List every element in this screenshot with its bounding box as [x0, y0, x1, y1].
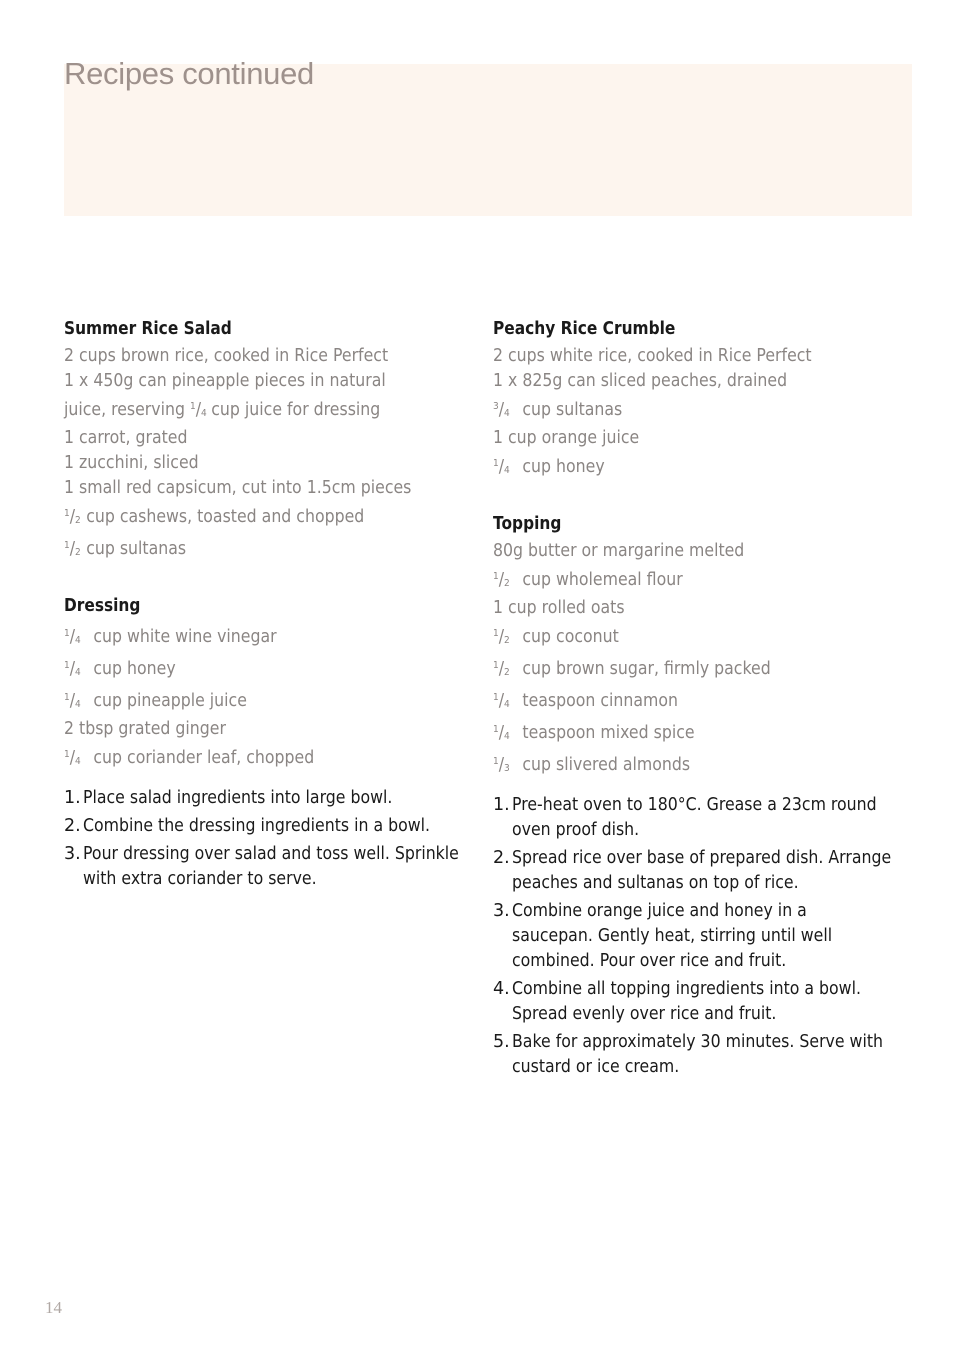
ingredient-item: 1/2 cup brown sugar, firmly packed	[493, 659, 771, 679]
fraction: 1/4	[189, 400, 207, 420]
recipe-title: Peachy Rice Crumble	[493, 319, 676, 339]
fraction: 3/4	[493, 400, 510, 420]
ingredient-item: 2 cups brown rice, cooked in Rice Perfect	[64, 346, 389, 366]
dressing-title: Dressing	[64, 596, 141, 616]
ingredient-item: 1/4 teaspoon mixed spice	[493, 723, 695, 743]
method-step	[493, 793, 893, 843]
ingredient-item: 1/2 cup cashews, toasted and chopped	[64, 507, 365, 527]
ingredient-item: 1 small red capsicum, cut into 1.5cm pieces	[64, 478, 412, 498]
method-steps	[493, 793, 893, 1080]
method-step	[64, 814, 464, 839]
ingredient-item: juice, reserving 1/4 cup juice for dressing	[64, 400, 381, 420]
dressing-list	[64, 621, 464, 774]
step-number: 1.	[493, 795, 510, 815]
page-title: Recipes continued	[64, 56, 314, 91]
method-step	[493, 1030, 893, 1080]
ingredient-item: 1/4 cup coriander leaf, chopped	[64, 748, 315, 768]
step-number: 2.	[493, 848, 510, 868]
ingredient-item: 1/4 cup pineapple juice	[64, 691, 247, 711]
method-step	[493, 846, 893, 896]
ingredient-item: 2 tbsp grated ginger	[64, 719, 226, 739]
method-step	[493, 977, 893, 1027]
ingredient-item: 3/4 cup sultanas	[493, 400, 623, 420]
ingredient-item: 1 carrot, grated	[64, 428, 188, 448]
ingredient-item: 1/4 teaspoon cinnamon	[493, 691, 678, 711]
method-step	[64, 842, 464, 892]
fraction: 1/4	[493, 691, 510, 711]
fraction: 1/4	[64, 627, 81, 647]
step-number: 4.	[493, 979, 510, 999]
fraction: 1/2	[493, 659, 510, 679]
fraction: 1/4	[493, 457, 510, 477]
ingredient-item: 1/4 cup white wine vinegar	[64, 627, 277, 647]
fraction: 1/4	[64, 748, 81, 768]
fraction: 1/2	[64, 507, 81, 527]
page-number: 14	[45, 1298, 62, 1317]
ingredient-item: 1/2 cup wholemeal flour	[493, 570, 683, 590]
step-number: 3.	[64, 844, 81, 864]
ingredient-item: 1/3 cup slivered almonds	[493, 755, 691, 775]
ingredient-item: 1 x 450g can pineapple pieces in natural	[64, 371, 386, 391]
ingredient-item: 1 zucchini, sliced	[64, 453, 199, 473]
fraction: 1/4	[64, 659, 81, 679]
step-text: Combine orange juice and honey in a saucepan. Gently heat, stirring until well combined. Pour over rice and fruit.	[512, 901, 833, 971]
step-text: Spread rice over base of prepared dish. Arrange peaches and sultanas on top of rice.	[512, 848, 892, 893]
fraction: 1/4	[64, 691, 81, 711]
ingredient-list	[64, 344, 464, 565]
step-number: 3.	[493, 901, 510, 921]
fraction: 1/2	[493, 627, 510, 647]
method-steps	[64, 786, 464, 892]
step-number: 2.	[64, 816, 81, 836]
recipe-title: Summer Rice Salad	[64, 319, 232, 339]
step-text: Combine all topping ingredients into a bowl. Spread evenly over rice and fruit.	[512, 979, 861, 1024]
step-number: 5.	[493, 1032, 510, 1052]
method-step	[493, 899, 893, 974]
fraction: 1/3	[493, 755, 510, 775]
step-number: 1.	[64, 788, 81, 808]
topping-title: Topping	[493, 514, 562, 534]
fraction: 1/2	[64, 539, 81, 559]
ingredient-item: 1/4 cup honey	[64, 659, 176, 679]
method-step	[64, 786, 464, 811]
ingredient-item: 80g butter or margarine melted	[493, 541, 745, 561]
fraction: 1/2	[493, 570, 510, 590]
ingredient-item: 1/4 cup honey	[493, 457, 605, 477]
step-text: Combine the dressing ingredients in a bowl.	[83, 816, 431, 836]
step-text: Pour dressing over salad and toss well. Sprinkle with extra coriander to serve.	[83, 844, 459, 889]
summer-rice-salad-recipe	[64, 316, 464, 895]
ingredient-item: 1/2 cup coconut	[493, 627, 619, 647]
peachy-rice-crumble-recipe	[493, 316, 893, 1083]
step-text: Bake for approximately 30 minutes. Serve with custard or ice cream.	[512, 1032, 883, 1077]
ingredient-item: 1 x 825g can sliced peaches, drained	[493, 371, 788, 391]
ingredient-item: 1/2 cup sultanas	[64, 539, 187, 559]
ingredient-item: 1 cup rolled oats	[493, 598, 625, 618]
ingredient-list	[493, 344, 893, 483]
ingredient-item: 2 cups white rice, cooked in Rice Perfect	[493, 346, 812, 366]
step-text: Pre-heat oven to 180°C. Grease a 23cm round oven proof dish.	[512, 795, 877, 840]
ingredient-item: 1 cup orange juice	[493, 428, 640, 448]
fraction: 1/4	[493, 723, 510, 743]
topping-list	[493, 539, 893, 781]
step-text: Place salad ingredients into large bowl.	[83, 788, 393, 808]
